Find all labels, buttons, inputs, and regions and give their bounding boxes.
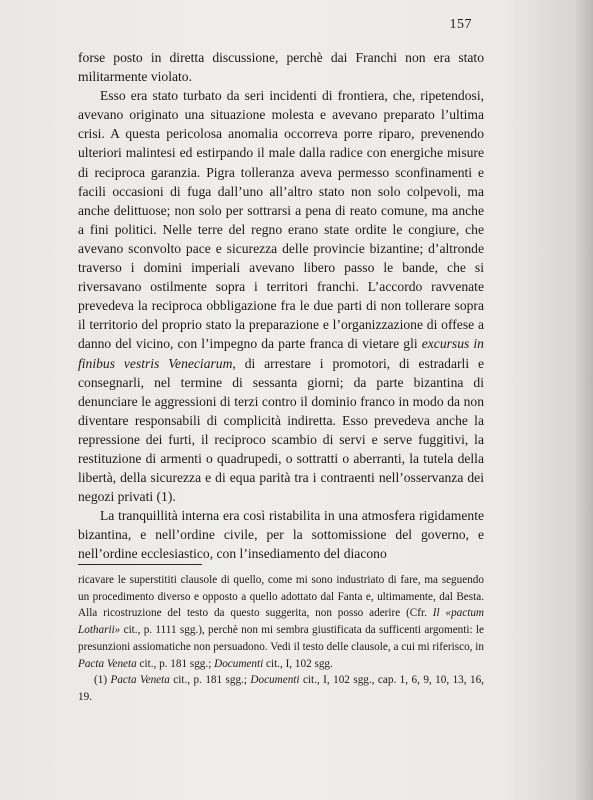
text-run: Esso era stato turbato da seri incidenti di frontiera, che, ripetendosi, avevano originato una situazione molesta e avevano preparato l’ultima crisi. A questa pericolosa anomalia occorreva porre riparo, prevenendo ulteriori malintesi ed estirpando il male dalla radice con energiche misure di reciproca garanzia. Pigra tolleranza aveva permesso sconfinamenti e facili occasioni di fuga dall’uno all’altro stato non solo colpevoli, ma anche delittuose; non solo per sottrarsi a pena di reato comune, ma anche a fini politici. Nelle terre del regno erano state ordite le congiure, che avevano sconvolto pace e sicurezza delle provincie bizantine; d’altronde traverso i domini imperiali avevano libero passo le bande, che si riversavano ostilmente sopra i territori franchi. L’accordo ravvenate prevedeva la reciproca obbligazione fra le due parti di non tollerare sopra il territorio del proprio stato la preparazione e l’organizzazione di offese a danno del vicino, con l’impegno da parte franca di vietare gli <box>78 88 484 352</box>
footnote-continuation <box>78 572 484 672</box>
text-run: La tranquillità interna era così ristabilita in una atmosfera rigidamente bizantina, e nell’ordine civile, per la sottomissione del governo, e nell’ordine ecclesiastico, con l’insediamento del diacono <box>78 508 484 562</box>
footnotes <box>78 572 484 706</box>
paragraph <box>78 506 484 563</box>
footnote-divider <box>78 564 202 565</box>
italic-text: Il «pactum Lotharii» <box>78 607 484 637</box>
text-run: forse posto in diretta discussione, perchè dai Franchi non era stato militarmente violato. <box>78 50 484 85</box>
body-text <box>78 48 484 564</box>
text-run: cit., p. 181 sgg.; <box>169 674 251 687</box>
italic-text: Documenti <box>250 674 300 687</box>
text-run: cit., I, 102 sgg. <box>263 657 333 670</box>
italic-text: Pacta Veneta <box>78 657 137 670</box>
page-number: 157 <box>449 17 472 32</box>
italic-text: Pacta Veneta <box>110 674 170 687</box>
text-run: cit., I, 102 sgg., cap. 1, 6, 9, 10, 13, 16, 19. <box>78 674 484 703</box>
text-run: cit., p. 181 sgg.; <box>136 657 215 670</box>
text-run: cit., p. 1111 sgg.), perchè non mi sembra giustificata da sufficenti argomenti: le presunzioni assiomatiche non persuadono. Vedi il testo delle clausole, a cui mi riferisco, in <box>78 624 484 653</box>
text-run: (1) <box>94 674 111 687</box>
paragraph <box>78 86 484 506</box>
paragraph <box>78 48 484 86</box>
italic-text: excursus in finibus vestris Veneciarum, <box>78 336 484 371</box>
italic-text: Documenti <box>214 657 264 670</box>
text-run: ricavare le superstititi clausole di quello, come mi sono industriato di fare, ma seguendo un procedimento diverso e opposto a quello adottato dal Fanta e, ultimamente, dal Besta. Alla ricostruzione del testo da questo suggerita, non posso aderire (Cfr. <box>78 574 484 620</box>
footnote <box>78 672 484 705</box>
text-run: di arrestare i promotori, di estradarli e consegnarli, nel termine di sessanta giorni; da parte bizantina di denunciare le aggressioni di terzi contro il dominio franco in modo da non diventare responsabili di complicità indiretta. Esso prevedeva anche la repressione dei furti, il reciproco scambio di servi e serve fuggitivi, la restituzione di armenti o quadrupedi, o sottratti o aberranti, la tutela della libertà, della sicurezza e di equa parità tra i contraenti nell’osservanza dei negozi privati (1). <box>78 355 485 505</box>
